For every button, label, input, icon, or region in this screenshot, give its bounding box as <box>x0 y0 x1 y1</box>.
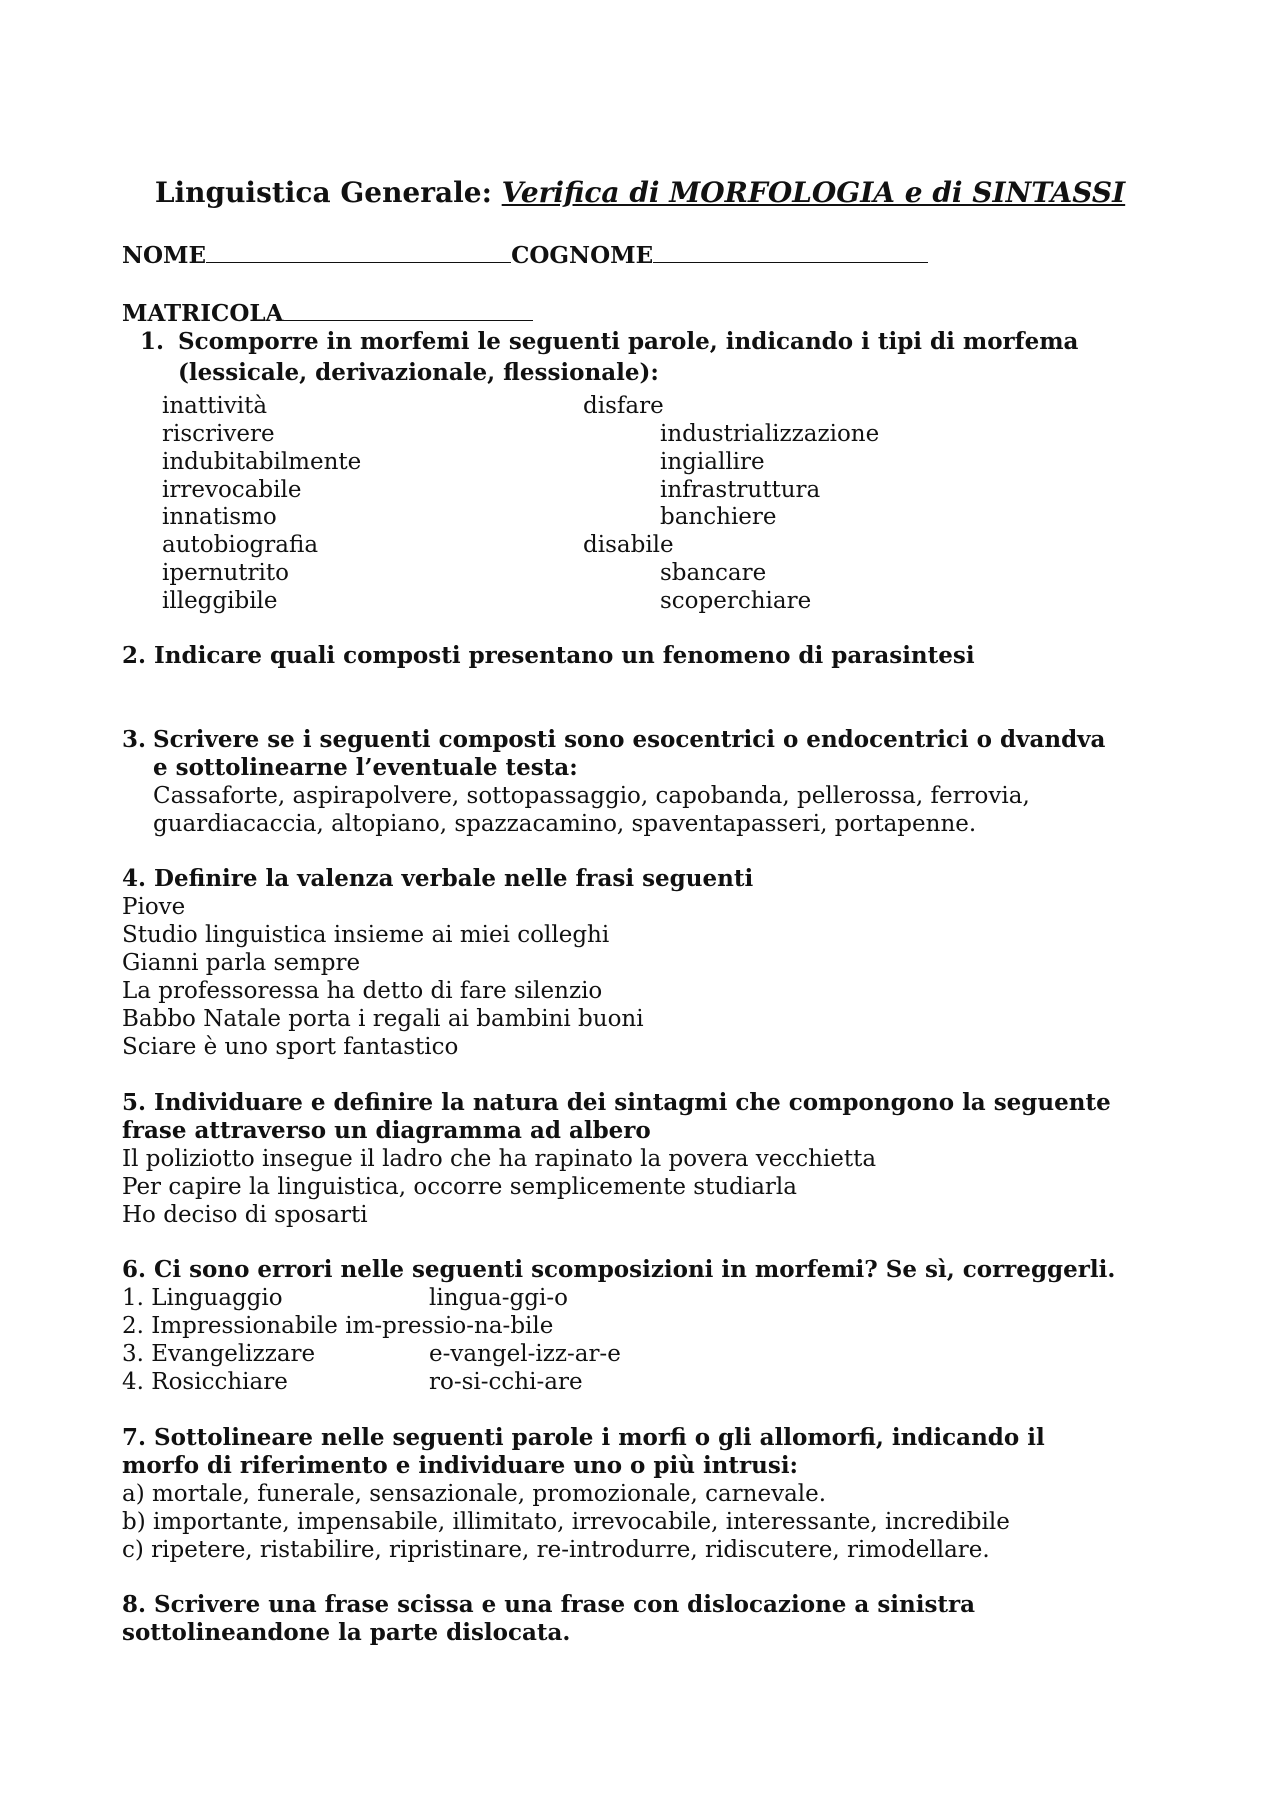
q7-line2: morfo di riferimento e individuare uno o più intrusi: <box>122 1452 799 1479</box>
q1-word-right: scoperchiare <box>660 588 812 614</box>
q6-word <box>122 1312 553 1340</box>
q1-word-left: indubitabilmente <box>162 449 362 475</box>
nome-blank[interactable] <box>206 240 511 263</box>
q6-split: im-pressio-na-bile <box>345 1313 554 1339</box>
q1-word-right: infrastruttura <box>660 477 821 503</box>
q6-split: lingua-ggi-o <box>429 1285 568 1311</box>
q7-item: a) mortale, funerale, sensazionale, promozionale, carnevale. <box>122 1481 827 1507</box>
q1-word-left: inattività <box>162 393 268 419</box>
q7-line1: 7. Sottolineare nelle seguenti parole i morfi o gli allomorfi, indicando il <box>122 1424 1045 1451</box>
q6-word: 3. Evangelizzare <box>122 1341 316 1367</box>
matricola-row <box>122 298 533 328</box>
q3-words-line2: guardiacaccia, altopiano, spazzacamino, spaventapasseri, portapenne. <box>153 811 977 837</box>
q4-sentence: La professoressa ha detto di fare silenzio <box>122 978 603 1004</box>
name-fields-row <box>122 240 928 270</box>
nome-label: NOME <box>122 242 207 269</box>
q1-number: 1. <box>140 328 165 355</box>
q5-sentence: Il poliziotto insegue il ladro che ha rapinato la povera vecchietta <box>122 1146 877 1172</box>
q6-split: ro-si-cchi-are <box>429 1369 583 1395</box>
matricola-label: MATRICOLA <box>122 300 284 327</box>
q1-word-right: ingiallire <box>660 449 765 475</box>
q6-split: e-vangel-izz-ar-e <box>429 1341 621 1367</box>
q1-word-left: ipernutrito <box>162 560 289 586</box>
q3-line1: Scrivere se i seguenti composti sono esocentrici o endocentrici o dvandva <box>153 726 1106 753</box>
q1-word-right: banchiere <box>660 504 777 530</box>
q4-sentence: Babbo Natale porta i regali ai bambini buoni <box>122 1006 644 1032</box>
matricola-blank[interactable] <box>283 298 533 321</box>
q1-word-right: industrializzazione <box>660 421 880 447</box>
q4-heading: 4. Definire la valenza verbale nelle frasi seguenti <box>122 865 754 892</box>
q1-word-right: sbancare <box>660 560 767 586</box>
q1-word-right: disfare <box>583 393 664 419</box>
q1-word-left: autobiografia <box>162 532 319 558</box>
q5-line1: 5. Individuare e definire la natura dei sintagmi che compongono la seguente <box>122 1089 1111 1116</box>
q5-sentence: Ho deciso di sposarti <box>122 1202 368 1228</box>
q4-sentence: Studio linguistica insieme ai miei colleghi <box>122 922 610 948</box>
q2-heading: 2. Indicare quali composti presentano un fenomeno di parasintesi <box>122 642 975 669</box>
q4-sentence: Piove <box>122 894 186 920</box>
q4-sentence: Gianni parla sempre <box>122 950 361 976</box>
q4-sentence: Sciare è uno sport fantastico <box>122 1034 459 1060</box>
q6-word-text: 2. Impressionabile <box>122 1313 338 1339</box>
q3-words-line1: Cassaforte, aspirapolvere, sottopassaggio, capobanda, pellerossa, ferrovia, <box>153 783 1030 809</box>
q6-heading: 6. Ci sono errori nelle seguenti scomposizioni in morfemi? Se sì, correggerli. <box>122 1256 1116 1283</box>
q1-line1: Scomporre in morfemi le seguenti parole, indicando i tipi di morfema <box>178 328 1079 355</box>
q7-item: b) importante, impensabile, illimitato, irrevocabile, interessante, incredibile <box>122 1509 1010 1535</box>
title-main: Linguistica Generale: <box>154 176 502 209</box>
q1-word-left: irrevocabile <box>162 477 302 503</box>
q6-word: 4. Rosicchiare <box>122 1369 288 1395</box>
cognome-blank[interactable] <box>653 240 928 263</box>
q6-word: 1. Linguaggio <box>122 1285 283 1311</box>
q7-item: c) ripetere, ristabilire, ripristinare, re-introdurre, ridiscutere, rimodellare. <box>122 1537 990 1563</box>
q5-sentence: Per capire la linguistica, occorre semplicemente studiarla <box>122 1174 797 1200</box>
q1-word-left: riscrivere <box>162 421 275 447</box>
q1-word-left: illeggibile <box>162 588 278 614</box>
q5-line2: frase attraverso un diagramma ad albero <box>122 1117 651 1144</box>
title-sub: Verifica di MORFOLOGIA e di SINTASSI <box>501 176 1126 209</box>
q8-line2: sottolineandone la parte dislocata. <box>122 1619 571 1646</box>
q3-line2: e sottolinearne l’eventuale testa: <box>153 754 578 781</box>
q1-word-right: disabile <box>583 532 674 558</box>
q1-word-left: innatismo <box>162 504 277 530</box>
cognome-label: COGNOME <box>511 242 654 269</box>
page-title <box>0 176 1280 209</box>
q8-line1: 8. Scrivere una frase scissa e una frase con dislocazione a sinistra <box>122 1591 976 1618</box>
q1-line2: (lessicale, derivazionale, flessionale): <box>178 359 659 386</box>
q3-number: 3. <box>122 726 147 753</box>
